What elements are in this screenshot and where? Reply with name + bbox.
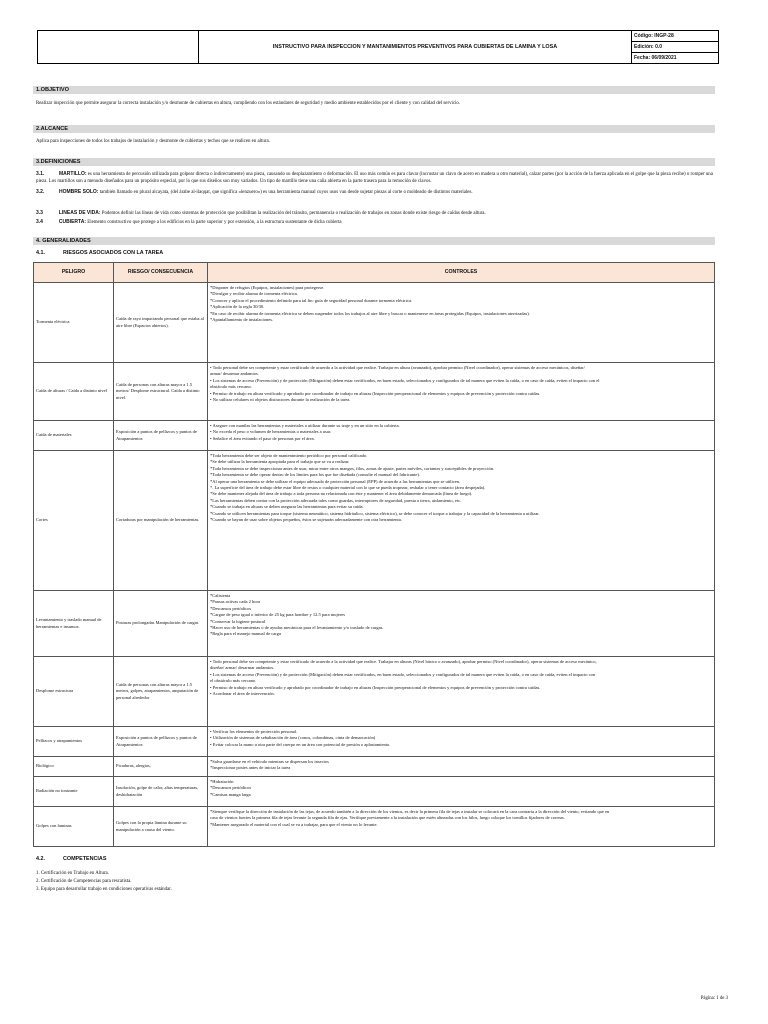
objetivo-text: Realizar inspección que permite asegurar la correcta instalación y/o desmonte de cubiertas en altura, cumpliendo con los estándares de seguridad y medio ambiente establecidos por el cliente y con calidad del servicio.: [36, 101, 461, 106]
definicion-3-2: 3.2. HOMBRE SOLO: también llamado en plural alcayata, (del árabe al-ilaqqat, que significa «lenzuero») es una herramienta manual cuyos usos van desde sujetar piezas al corte o moldeado de distintos materiales.: [36, 189, 473, 195]
section-objetivo-heading: 1.OBJETIVO: [33, 86, 715, 94]
control-line: *Calistenia: [210, 593, 231, 598]
table-header-row: [34, 263, 715, 283]
control-line: • Los sistemas de acceso (Prevención) y de protección (Mitigación) deben estar certificados, en buen estado, seleccionados y configurados de tal manera que eviten la caída, o en caso de caída, eviten el impacto con: [210, 671, 596, 677]
table-body: [34, 283, 715, 847]
control-line: *Apantallamiento de instalaciones.: [210, 317, 274, 323]
controles-cell: [208, 727, 715, 757]
control-line: *Cuando se utilicen herramientas para torque (sistema neumático, sistema hidráulico, sistema eléctrico), se debe conocer el torque a trabajar y la capacidad de la herramienta a utilizar.: [210, 510, 540, 516]
table-row: [34, 283, 715, 363]
control-line: *Siempre verifique la dirección de instalación de las tejas, de acuerdo también a la dirección de los vientos, es decir la primera fila de tejas a instalar se colocará en la cara contraria a la dirección del viento, evitando que en: [210, 809, 610, 814]
control-line: • No utilizar celulares ni objetos distractores durante la realización de la tarea.: [210, 397, 351, 403]
control-line: *Conservar la higiene postural: [210, 618, 266, 624]
column-header-peligro: PELIGRO: [34, 263, 114, 283]
control-line: *Se debe mantener alejada del área de trabajo a toda persona no relacionada con éste y mantener el área debidamente demarcada (línea de fuego).: [210, 491, 473, 497]
codigo-field: Código: INGP-28: [632, 31, 718, 42]
table-row: [34, 591, 715, 657]
control-line: • Permiso de trabajo en altura verificado y aprobado por coordinador de trabajo en alturas (Inspección preoperacional de elementos y equipos de prevención y protección contra caídas.: [210, 684, 541, 690]
controles-cell: [208, 363, 715, 421]
column-header-riesgo: RIESGO/ CONSECUENCIA: [114, 263, 208, 283]
controles-cell: [208, 657, 715, 727]
section-generalidades-heading: 4. GENERALIDADES: [33, 237, 715, 245]
control-line: *Disponer de refugios (Equipos, instalaciones) para protegerse.: [210, 285, 325, 290]
control-line: *Cuando se bayan de usar sobre objetos pequeños, éstos se sujetarán adecuadamente con otra herramienta.: [210, 517, 402, 523]
control-line: *Al operar una herramienta se debe utilizar el equipo adecuado de protección personal (EPP) de acuerdo a las herramientas que se utilicen.: [210, 478, 461, 484]
riesgo-cell: Exposición a puntos de pellizcos y puntos de Atrapamientos: [114, 421, 208, 451]
control-line: *Aplicación de la regla 30/30.: [210, 304, 265, 310]
riesgo-cell: Exposición a puntos de pellizcos y puntos de Atrapamientos: [114, 727, 208, 757]
control-line: *En caso de recibir alarma de tormenta eléctrica se deben suspender todos los trabajos al aire libre y buscar o mantenerse en áreas protegidas (Equipos, instalaciones aterrizadas).: [210, 310, 530, 316]
control-line: obstáculo más cercano.: [210, 384, 252, 390]
control-line: • Acordonar el área de intervención.: [210, 691, 275, 697]
riesgo-cell: Caída de personas con alturas mayor a 1.5 metros, golpes, atrapamientos, amputación de personal alrededor: [114, 657, 208, 727]
control-line: *Se debe utilizar la herramienta apropiada para el trabajo que se va a realizar.: [210, 459, 350, 465]
document-meta: [632, 31, 718, 63]
controles-cell: [208, 777, 715, 807]
control-line: *Descansos periódicos: [210, 605, 252, 611]
table-row: [34, 757, 715, 777]
controles-cell: [208, 757, 715, 777]
section-definiciones-heading: 3.DEFINICIONES: [33, 158, 715, 166]
peligro-cell: Pellizcos y atrapamientos: [34, 727, 114, 757]
control-line: • Señalice el área evitando el paso de personas por el área.: [210, 435, 315, 441]
control-line: • Todo personal debe ser competente y estar certificado de acuerdo a la actividad que realice. Trabajar en altura (avanzado), aprobar permiso (Nivel coordinador), operar sistemas de acceso mecánicos, diseñar/: [210, 365, 585, 370]
subsection-riesgos: 4.1. RIESGOS ASOCIADOS CON LA TAREA: [36, 250, 164, 256]
fecha-field: Fecha: 06/09/2021: [634, 55, 677, 61]
control-line: armar/ desarmar andamios.: [210, 371, 259, 377]
riesgo-cell: Cortaduras por manipulación de herramientas.: [114, 451, 208, 591]
control-line: *Salva guardarse en el vehículo mientras se dispersan los insectos: [210, 759, 329, 764]
table-row: [34, 777, 715, 807]
document-header: [37, 30, 719, 64]
peligro-cell: Biológico: [34, 757, 114, 777]
control-line: diseñar/ armar/ desarmar andamios.: [210, 665, 275, 671]
edicion-field: Edición: 0.0: [632, 42, 718, 53]
control-line: *Mantener asegurado el material con el cual se va a trabajar, para que el viento no lo levante.: [210, 821, 378, 827]
controles-cell: [208, 591, 715, 657]
control-line: • Verificar los elementos de protección personal.: [210, 729, 298, 734]
control-line: *Toda herramienta se debe operar dentro de los límites para los que fue diseñada (consulte el manual del fabricante).: [210, 472, 420, 478]
control-line: *Cuando se trabaja en alturas se deben asegurar las herramientas para evitar su caída.: [210, 504, 364, 510]
riesgo-cell: Caída de personas con alturas mayor a 1.5 metros/ Desplome estructural. Caída a distinto nivel.: [114, 363, 208, 421]
document-title: INSTRUCTIVO PARA INSPECCION Y MANTANIMIENTOS PREVENTIVOS PARA CUBIERTAS DE LAMINA Y LOSA: [199, 31, 632, 63]
competencias-list: [36, 870, 172, 894]
subsection-competencias: 4.2. COMPETENCIAS: [36, 856, 107, 862]
list-item: 3. Equipo para desarrollar trabajo en condiciones operativas estándar.: [36, 887, 172, 892]
riesgo-cell: Caída de rayo impactando personal que estaba al aire libre (Espacios abiertos).: [114, 283, 208, 363]
peligro-cell: Caída de alturas / Caída a distinto nivel: [34, 363, 114, 421]
page-number: Página: 1 de 3: [700, 996, 728, 1001]
table-row: [34, 657, 715, 727]
table-row: [34, 363, 715, 421]
control-line: • Los sistemas de acceso (Prevención) y de protección (Mitigación) deben estar certificados, en buen estado, seleccionados y configurados de tal manera que eviten la caída, o en caso de caída, eviten el impacto con el: [210, 377, 600, 383]
control-line: caso de vientos fuertes la primera fila de tejas levante la segunda fila de ejas. Verifique previamente a la instalación que estén alineadas con los hilos, luego coloque los tornillos fijadores de correas.: [210, 815, 565, 821]
control-line: *Hacer uso de herramientas o de ayudas mecánicas para el levantamiento y/o traslado de cargas.: [210, 625, 384, 631]
controles-cell: [208, 421, 715, 451]
control-line: *Toda herramienta se debe inspeccionar antes de usar, mirar entre otros mangos, filos, zonas de ajuste, partes móviles, cortantes y susceptibles de proyección.: [210, 465, 495, 471]
control-line: *Regla para el manejo manual de carga: [210, 631, 281, 637]
control-line: *Descansos periódicos: [210, 785, 252, 791]
controles-cell: [208, 451, 715, 591]
list-item: 2. Certificación de Competencias para rescatista.: [36, 879, 132, 884]
control-line: *Camisas manga larga: [210, 791, 251, 797]
controles-cell: [208, 807, 715, 847]
control-line: *Cargue de peso igual o inferior de 25 kg para hombre y 12.5 para mujeres: [210, 612, 345, 618]
peligro-cell: Desplome estructura: [34, 657, 114, 727]
control-line: *Divulgar y recibir alarma de tormenta eléctrica.: [210, 291, 298, 297]
riesgo-cell: Picaduras, alergias,: [114, 757, 208, 777]
peligro-cell: Tormenta eléctrica: [34, 283, 114, 363]
definicion-3-3: 3.3 LINEAS DE VIDA: Podemos definir las líneas de vida como sistemas de protección que posibilitan la realización del tránsito, permanencia o realización de trabajos en zonas donde existe riesgo de caídas desde altura.: [36, 210, 486, 216]
definicion-3-1: 3.1. MARTILLO: es una herramienta de percusión utilizada para golpear directa o indirectamente) una pieza, causando su desplazamiento o deformación. El uso más común es para clavar (incrustar un clavo de acero en madera u otro material), calzar partes (por la acción de la fuerza aplicada en el golpe que la pieza recibe) o romper una pieza. Los martillos son a menudo diseñados para un propósito especial, por lo que sus diseños son muy variados. Un tipo de martillo tiene una caña abierta en la parte trasera para la remoción de clavos.: [36, 171, 713, 184]
table-row: [34, 807, 715, 847]
riesgos-table: [33, 262, 715, 847]
control-line: • Asegure con manilas las herramientas y materiales a utilizar durante su izaje y en un sitio en la cubierta.: [210, 423, 400, 428]
control-line: • Todo personal debe ser competente y estar certificado de acuerdo a la actividad que realice. Trabajar en alturas (Nivel básico o avanzado), aprobar permiso (Nivel coordinador), operar sistemas de acceso mecánico,: [210, 659, 597, 664]
section-alcance-heading: 2.ALCANCE: [33, 125, 715, 133]
control-line: *Las herramientas deben contar con la protección adecuada tales como guardas, interruptores de seguridad, puesta a tierra, aislamiento, etc.: [210, 497, 462, 503]
riesgo-cell: Posturas prolongadas Manipulación de cargas: [114, 591, 208, 657]
control-line: • Permiso de trabajo en altura verificado y aprobado por coordinador de trabajo en alturas (Inspección preoperacional de elementos y equipos de prevención y protección contra caídas.: [210, 390, 541, 396]
control-line: • Evitar colocar la mano u otra parte del cuerpo en un área con potencial de presión o aplastamiento.: [210, 741, 391, 747]
logo-cell: [38, 31, 199, 63]
list-item: 1. Certificación en Trabajo en Altura.: [36, 871, 109, 876]
definicion-3-4: 3.4 CUBIERTA: Elemento constructivo que protege a los edificios en la parte superior y por extensión, a la estructura sustentante de dicha cubierta: [36, 219, 342, 225]
peligro-cell: Levantamiento y traslado manual de herramientas e insumos.: [34, 591, 114, 657]
control-line: • Utilización de sistemas de señalización de área (conos, colombinas, cinta de demarcación): [210, 735, 376, 741]
control-line: *Conocer y aplicar el procedimiento definido para tal fin: guía de seguridad personal durante tormenta eléctrica.: [210, 297, 413, 303]
controles-cell: [208, 283, 715, 363]
column-header-controles: CONTROLES: [208, 263, 715, 283]
control-line: *. La superficie del área de trabajo debe estar libre de restos o cualquier material con lo que se pueda tropezar, resbalar o tener contacto (área despejada).: [210, 485, 486, 491]
control-line: *Toda herramienta debe ser objeto de mantenimiento periódico por personal calificado.: [210, 453, 368, 458]
control-line: *Hidratación: [210, 779, 234, 784]
table-row: [34, 421, 715, 451]
control-line: *Pausas activas cada 2 hora: [210, 599, 260, 605]
peligro-cell: Golpes con laminas: [34, 807, 114, 847]
peligro-cell: Radiación no ionizante: [34, 777, 114, 807]
control-line: • No exceda el peso o volumen de herramientas o materiales a usar.: [210, 429, 332, 435]
control-line: *Inspeccionar postes antes de iniciar la tarea: [210, 765, 291, 771]
table-row: [34, 727, 715, 757]
table-row: [34, 451, 715, 591]
alcance-text: Aplica para inspecciones de todos los trabajos de instalación y desmonte de cubiertas y techos que se realicen en altura.: [36, 139, 270, 144]
riesgo-cell: Golpes con la propia lámina durante su manipulación a causa del viento.: [114, 807, 208, 847]
peligro-cell: Cortes: [34, 451, 114, 591]
peligro-cell: Caída de materiales: [34, 421, 114, 451]
control-line: el obstáculo más cercano.: [210, 678, 257, 684]
riesgo-cell: Insolación, golpe de calor, altas temperaturas, deshidratación: [114, 777, 208, 807]
